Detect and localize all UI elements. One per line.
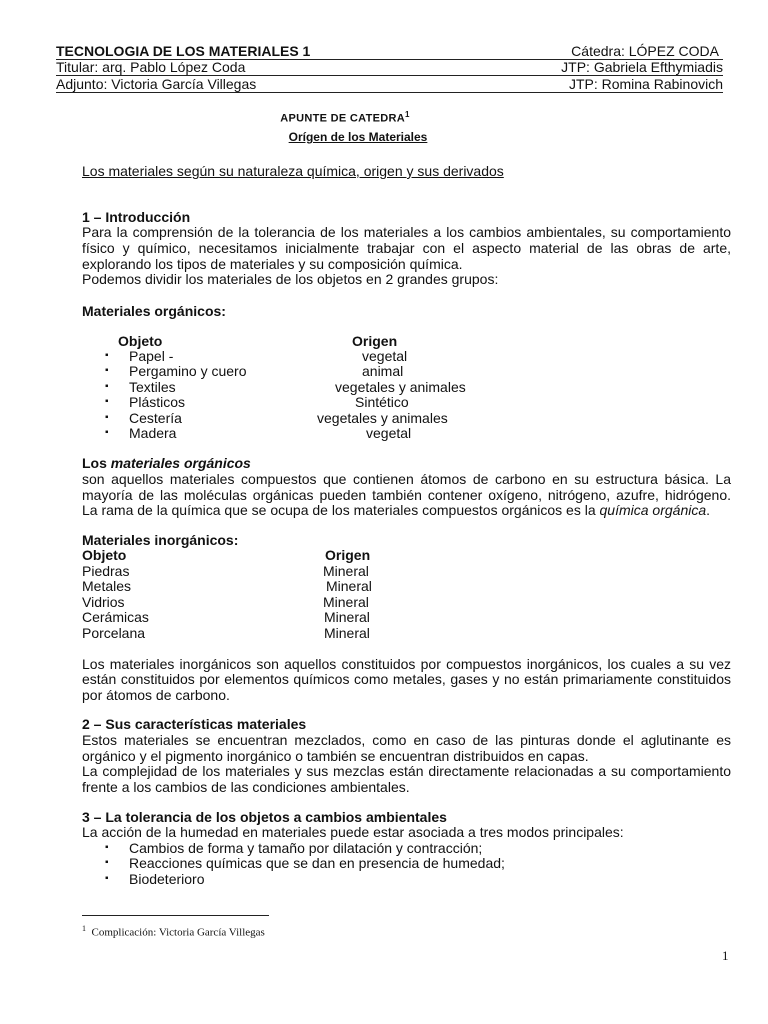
list-item: Biodeterioro [129, 871, 205, 887]
section2-heading: 2 – Sus características materiales [82, 716, 307, 732]
bullet-icon: ▪ [105, 381, 109, 392]
titular-label: Titular: arq. Pablo López Coda [56, 59, 246, 75]
inorganic-origen: Mineral [323, 563, 369, 579]
inorganic-objeto: Cerámicas [82, 609, 149, 625]
course-title: TECNOLOGIA DE LOS MATERIALES 1 [56, 43, 311, 59]
organic-origen: vegetal [362, 348, 408, 364]
organic-definition-line [82, 502, 710, 518]
organic-heading: Materiales orgánicos: [82, 303, 226, 319]
catedra-label: Cátedra: LÓPEZ CODA [571, 43, 719, 59]
organic-objeto: Papel - [129, 348, 174, 364]
organic-definition-line: mayoría de las moléculas orgánicas pueden también contener oxígeno, nitrógeno, azufre, hidrógeno. [82, 487, 731, 503]
document-title [0, 110, 690, 125]
organic-definition-prefix: Los [82, 455, 111, 471]
inorganic-objeto: Piedras [82, 563, 130, 579]
organic-origen: Sintético [355, 394, 409, 410]
inorganic-definition-line: están constituidos por elementos químicos como metales, gases y no están primariamente constituidos [82, 671, 731, 687]
inorganic-origen: Mineral [323, 594, 369, 610]
intro-heading: Los materiales según su naturaleza química, origen y sus derivados [82, 163, 504, 179]
organic-origen: vegetal [366, 425, 412, 441]
adjunto-label: Adjunto: Victoria García Villegas [56, 76, 257, 92]
organic-objeto: Pergamino y cuero [129, 363, 247, 379]
organic-objeto: Plásticos [129, 394, 186, 410]
section1-line: explorando los tipos de materiales y su composición química. [82, 256, 463, 272]
footnote-separator [82, 915, 269, 916]
jtp2-label: JTP: Romina Rabinovich [568, 76, 723, 92]
organic-definition-text: La rama de la química que se ocupa de los materiales compuestos orgánicos es la [82, 502, 600, 518]
footnote-text: Complicación: Victoria García Villegas [91, 926, 265, 939]
inorganic-heading: Materiales inorgánicos: [82, 532, 239, 548]
organic-definition-line: son aquellos materiales compuestos que contienen átomos de carbono en su estructura básica. La [82, 471, 731, 487]
organic-objeto: Cestería [129, 410, 182, 426]
organic-col-origen: Origen [352, 333, 398, 349]
organic-origen: animal [362, 363, 404, 379]
organic-definition-term: materiales orgánicos [110, 455, 251, 471]
organic-objeto: Textiles [129, 379, 176, 395]
footnote-reference: 1 [404, 110, 410, 119]
bullet-icon: ▪ [105, 350, 109, 361]
inorganic-objeto: Metales [82, 578, 132, 594]
organic-origen: vegetales y animales [335, 379, 466, 395]
document-subtitle: Orígen de los Materiales [288, 130, 428, 144]
organic-objeto: Madera [129, 425, 177, 441]
list-item: Cambios de forma y tamaño por dilatación y contracción; [129, 840, 483, 856]
organic-col-objeto: Objeto [118, 333, 163, 349]
jtp1-label: JTP: Gabriela Efthymiadis [561, 59, 723, 75]
organic-definition-heading [82, 455, 251, 471]
inorganic-origen: Mineral [324, 625, 370, 641]
section1-line: físico y químico, necesitamos inicialmente trabajar con el aspecto material de las obras de arte, [82, 240, 731, 256]
section2-line: frente a los cambios de las condiciones ambientales. [82, 779, 410, 795]
bullet-icon: ▪ [105, 842, 109, 853]
inorganic-origen: Mineral [326, 578, 372, 594]
organic-definition-period: . [706, 502, 711, 518]
footnote [82, 922, 265, 940]
page-number: 1 [722, 948, 729, 963]
inorganic-definition-line: Los materiales inorgánicos son aquellos constituidos por compuestos inorgánicos, los cuales a su vez [82, 656, 731, 672]
header-underline [56, 92, 723, 93]
organic-chemistry-term: química orgánica [599, 502, 707, 518]
section1-paragraph: Podemos dividir los materiales de los objetos en 2 grandes grupos: [82, 271, 499, 287]
bullet-icon: ▪ [105, 873, 109, 884]
section1-heading: 1 – Introducción [82, 209, 191, 225]
inorganic-definition-line: por átomos de carbono. [82, 687, 230, 703]
bullet-icon: ▪ [105, 427, 109, 438]
organic-origen: vegetales y animales [317, 410, 448, 426]
bullet-icon: ▪ [105, 396, 109, 407]
apunte-title: APUNTE DE CATEDRA [280, 112, 405, 125]
inorganic-objeto: Vidrios [82, 594, 125, 610]
section3-intro: La acción de la humedad en materiales puede estar asociada a tres modos principales: [82, 824, 624, 840]
section2-line: Estos materiales se encuentran mezclados, como en caso de las pinturas donde el aglutinante es [82, 732, 731, 748]
bullet-icon: ▪ [105, 412, 109, 423]
footnote-mark: 1 [82, 924, 86, 933]
bullet-icon: ▪ [105, 857, 109, 868]
inorganic-origen: Mineral [324, 609, 370, 625]
section3-heading: 3 – La tolerancia de los objetos a cambios ambientales [82, 809, 447, 825]
section1-line: Para la comprensión de la tolerancia de los materiales a los cambios ambientales, su comportamiento [82, 224, 731, 240]
list-item: Reacciones químicas que se dan en presencia de humedad; [129, 855, 505, 871]
section2-line: La complejidad de los materiales y sus mezclas están directamente relacionadas a su comportamiento [82, 763, 731, 779]
section2-line: orgánico y el pigmento inorgánico o también se encuentran distribuidos en capas. [82, 748, 589, 764]
bullet-icon: ▪ [105, 365, 109, 376]
inorganic-col-objeto: Objeto [82, 547, 127, 563]
inorganic-objeto: Porcelana [82, 625, 146, 641]
inorganic-col-origen: Origen [325, 547, 371, 563]
